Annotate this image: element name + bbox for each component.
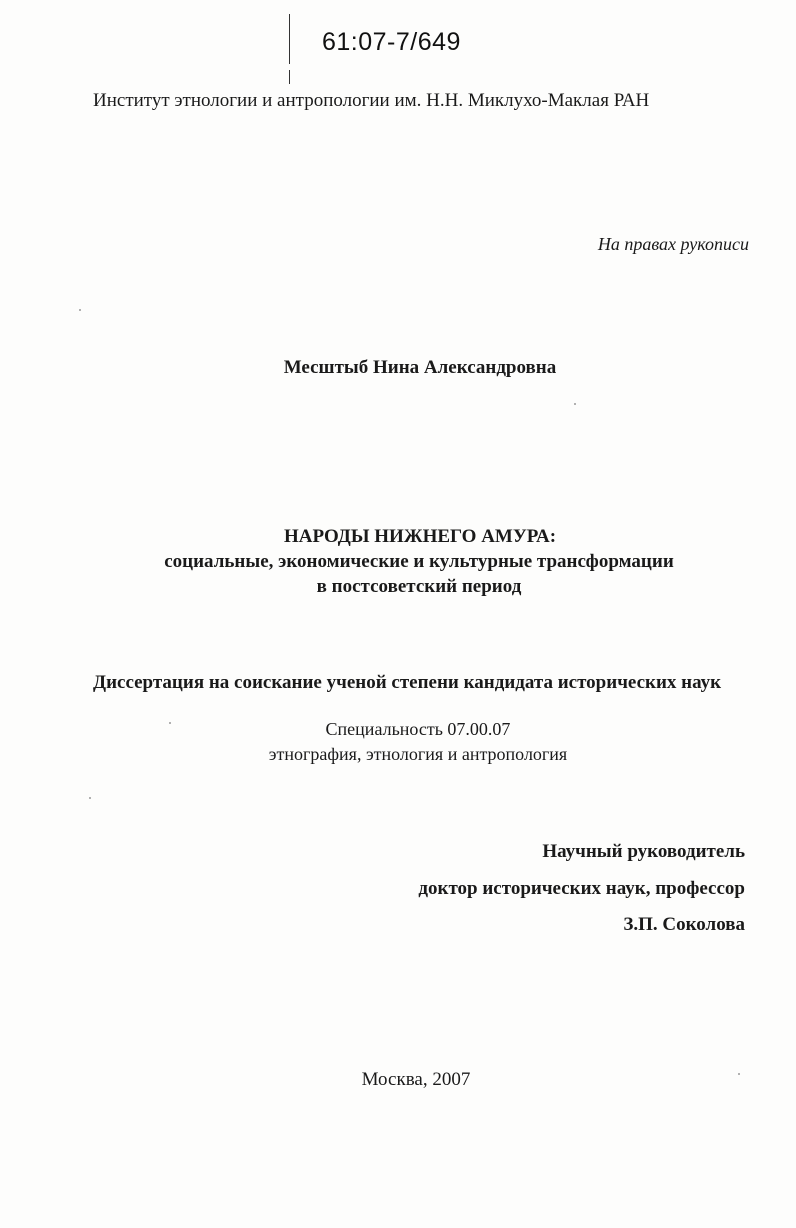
institute-name: Институт этнологии и антропологии им. Н.Н. Миклухо-Маклая РАН — [93, 90, 650, 111]
title-line-2: социальные, экономические и культурные трансформации — [164, 551, 674, 572]
author-name: Месштыб Нина Александровна — [283, 357, 557, 378]
scan-speck — [89, 797, 91, 799]
specialty-code: Специальность 07.00.07 — [325, 719, 511, 739]
scan-speck — [738, 1073, 740, 1075]
stamp-line-lower — [289, 70, 290, 84]
stamp-line-upper — [289, 14, 290, 64]
scan-speck — [169, 722, 171, 724]
city-year: Москва, 2007 — [361, 1069, 471, 1090]
title-line-3: в постсоветский период — [316, 576, 522, 597]
supervisor-role: Научный руководитель — [542, 841, 745, 862]
specialty-name: этнография, этнология и антропология — [268, 744, 568, 764]
supervisor-degree: доктор исторических наук, профессор — [418, 878, 745, 899]
supervisor-name: З.П. Соколова — [623, 914, 745, 935]
library-stamp-number: 61:07-7/649 — [322, 28, 461, 56]
scan-speck — [79, 309, 81, 311]
rights-note: На правах рукописи — [597, 234, 749, 254]
scan-speck — [574, 403, 576, 405]
dissertation-label: Диссертация на соискание ученой степени кандидата исторических наук — [93, 672, 722, 693]
title-line-1: НАРОДЫ НИЖНЕГО АМУРА: — [283, 526, 557, 547]
